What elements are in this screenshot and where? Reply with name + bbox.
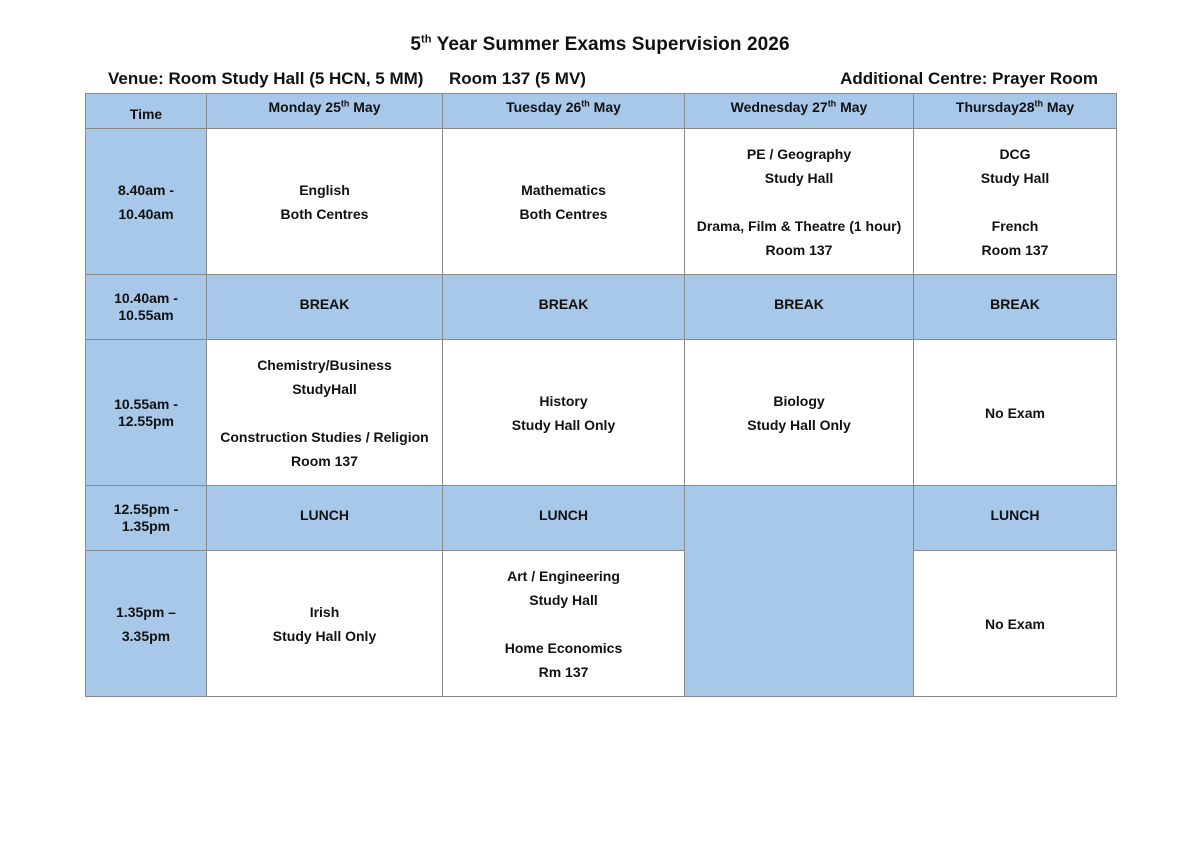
venue-room: Room 137 (5 MV) <box>449 69 586 88</box>
slot-afternoon-row <box>86 551 1117 697</box>
wed-afternoon-empty-cell <box>685 486 914 697</box>
header-tuesday: Tuesday 26th May <box>443 94 685 129</box>
exam-cell-tue-midday: History Study Hall Only <box>443 340 685 486</box>
time-cell-midday: 10.55am - 12.55pm <box>86 340 207 486</box>
lunch-cell-thu: LUNCH <box>914 486 1117 551</box>
break-cell-thu: BREAK <box>914 275 1117 340</box>
time-cell-morning: 8.40am - 10.40am <box>86 129 207 275</box>
time-cell-lunch: 12.55pm - 1.35pm <box>86 486 207 551</box>
exam-cell-wed-midday: Biology Study Hall Only <box>685 340 914 486</box>
exam-cell-thu-morning: DCG Study Hall French Room 137 <box>914 129 1117 275</box>
lunch-cell-tue: LUNCH <box>443 486 685 551</box>
exam-cell-mon-midday: Chemistry/Business StudyHall Construction Studies / Religion Room 137 <box>207 340 443 486</box>
exam-cell-wed-morning: PE / Geography Study Hall Drama, Film & Theatre (1 hour) Room 137 <box>685 129 914 275</box>
time-cell-break: 10.40am - 10.55am <box>86 275 207 340</box>
slot-morning-row <box>86 129 1117 275</box>
time-cell-afternoon: 1.35pm – 3.35pm <box>86 551 207 697</box>
header-row <box>86 94 1117 129</box>
break-cell-mon: BREAK <box>207 275 443 340</box>
venue-main: Venue: Room Study Hall (5 HCN, 5 MM) <box>108 69 424 88</box>
exam-cell-thu-afternoon: No Exam <box>914 551 1117 697</box>
schedule-table <box>85 93 1117 697</box>
page-title: 5th Year Summer Exams Supervision 2026 <box>410 33 790 55</box>
lunch-cell-mon: LUNCH <box>207 486 443 551</box>
venue-additional-centre: Additional Centre: Prayer Room <box>840 69 1098 88</box>
exam-cell-tue-morning: Mathematics Both Centres <box>443 129 685 275</box>
header-thursday: Thursday28th May <box>914 94 1117 129</box>
slot-midday-row <box>86 340 1117 486</box>
exam-cell-mon-morning: English Both Centres <box>207 129 443 275</box>
header-wednesday: Wednesday 27th May <box>685 94 914 129</box>
break-cell-wed: BREAK <box>685 275 914 340</box>
exam-cell-mon-afternoon: Irish Study Hall Only <box>207 551 443 697</box>
break-row <box>86 275 1117 340</box>
exam-cell-thu-midday: No Exam <box>914 340 1117 486</box>
break-cell-tue: BREAK <box>443 275 685 340</box>
exam-cell-tue-afternoon: Art / Engineering Study Hall Home Economics Rm 137 <box>443 551 685 697</box>
header-time: Time <box>86 94 207 129</box>
lunch-row <box>86 486 1117 551</box>
header-monday: Monday 25th May <box>207 94 443 129</box>
